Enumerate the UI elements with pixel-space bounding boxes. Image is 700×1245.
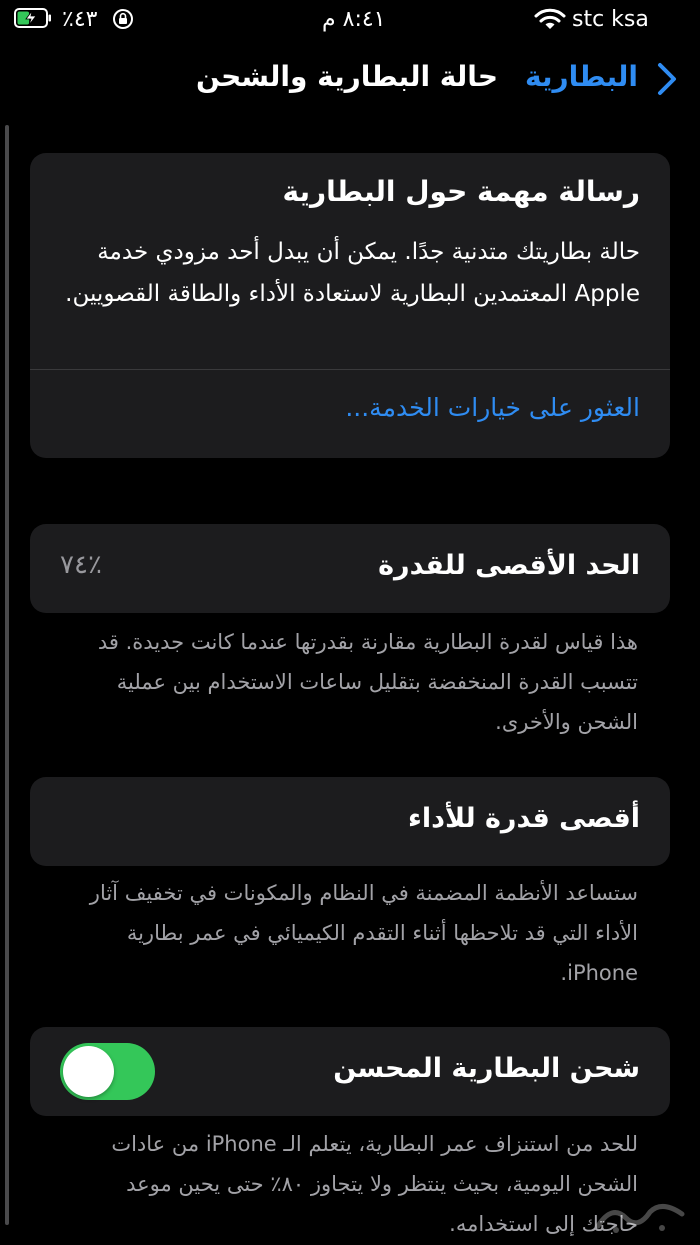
find-service-options-link[interactable]: العثور على خيارات الخدمة... — [345, 393, 640, 422]
optimized-charging-footer: للحد من استنزاف عمر البطارية، يتعلم الـ iPhone من عادات الشحن اليومية، بحيث ينتظر ولا يتجاوز ٨٠٪ حتى يحين موعد حاجتك إلى استخدامه. — [111, 1132, 638, 1236]
toggle-knob — [63, 1046, 114, 1097]
peak-performance-label: أقصى قدرة للأداء — [408, 803, 640, 834]
max-capacity-value: ٪٧٤ — [60, 550, 102, 580]
clock: ٨:٤١ م — [322, 7, 386, 32]
scroll-indicator[interactable] — [5, 125, 9, 1225]
alert-divider — [30, 369, 670, 370]
max-capacity-label: الحد الأقصى للقدرة — [378, 550, 640, 581]
peak-performance-footer: ستساعد الأنظمة المضمنة في النظام والمكونات في تخفيف آثار الأداء التي قد تلاحظها أثناء التقدم الكيميائي في عمر بطارية iPhone. — [89, 881, 638, 985]
carrier-name: stc ksa — [572, 7, 649, 32]
orientation-lock-icon — [112, 8, 134, 30]
wifi-icon — [534, 8, 566, 30]
alert-title: رسالة مهمة حول البطارية — [282, 175, 640, 208]
peak-performance-row — [30, 777, 670, 866]
optimized-charging-row — [30, 1027, 670, 1116]
max-capacity-row — [30, 524, 670, 613]
haraj-logo-watermark — [592, 1196, 688, 1236]
navigation-bar — [0, 52, 700, 106]
alert-body: حالة بطاريتك متدنية جدًا. يمكن أن يبدل أحد مزودي خدمة Apple المعتمدين البطارية لاستعادة الأداء والطاقة القصويين. — [65, 239, 640, 307]
max-capacity-footer: هذا قياس لقدرة البطارية مقارنة بقدرتها عندما كانت جديدة. قد تتسبب القدرة المنخفضة بتقليل ساعات الاستخدام بين عملية الشحن والأخرى. — [97, 630, 638, 734]
battery-alert-card — [30, 153, 670, 458]
chevron-left-icon[interactable] — [656, 62, 678, 96]
optimized-charging-toggle[interactable] — [60, 1043, 155, 1100]
battery-charging-icon — [14, 8, 52, 28]
page-title: حالة البطارية والشحن — [195, 60, 498, 93]
battery-percentage: ٪٤٣ — [62, 7, 98, 32]
back-button[interactable]: البطارية — [525, 60, 638, 93]
status-bar — [0, 0, 700, 40]
optimized-charging-label: شحن البطارية المحسن — [333, 1053, 640, 1084]
